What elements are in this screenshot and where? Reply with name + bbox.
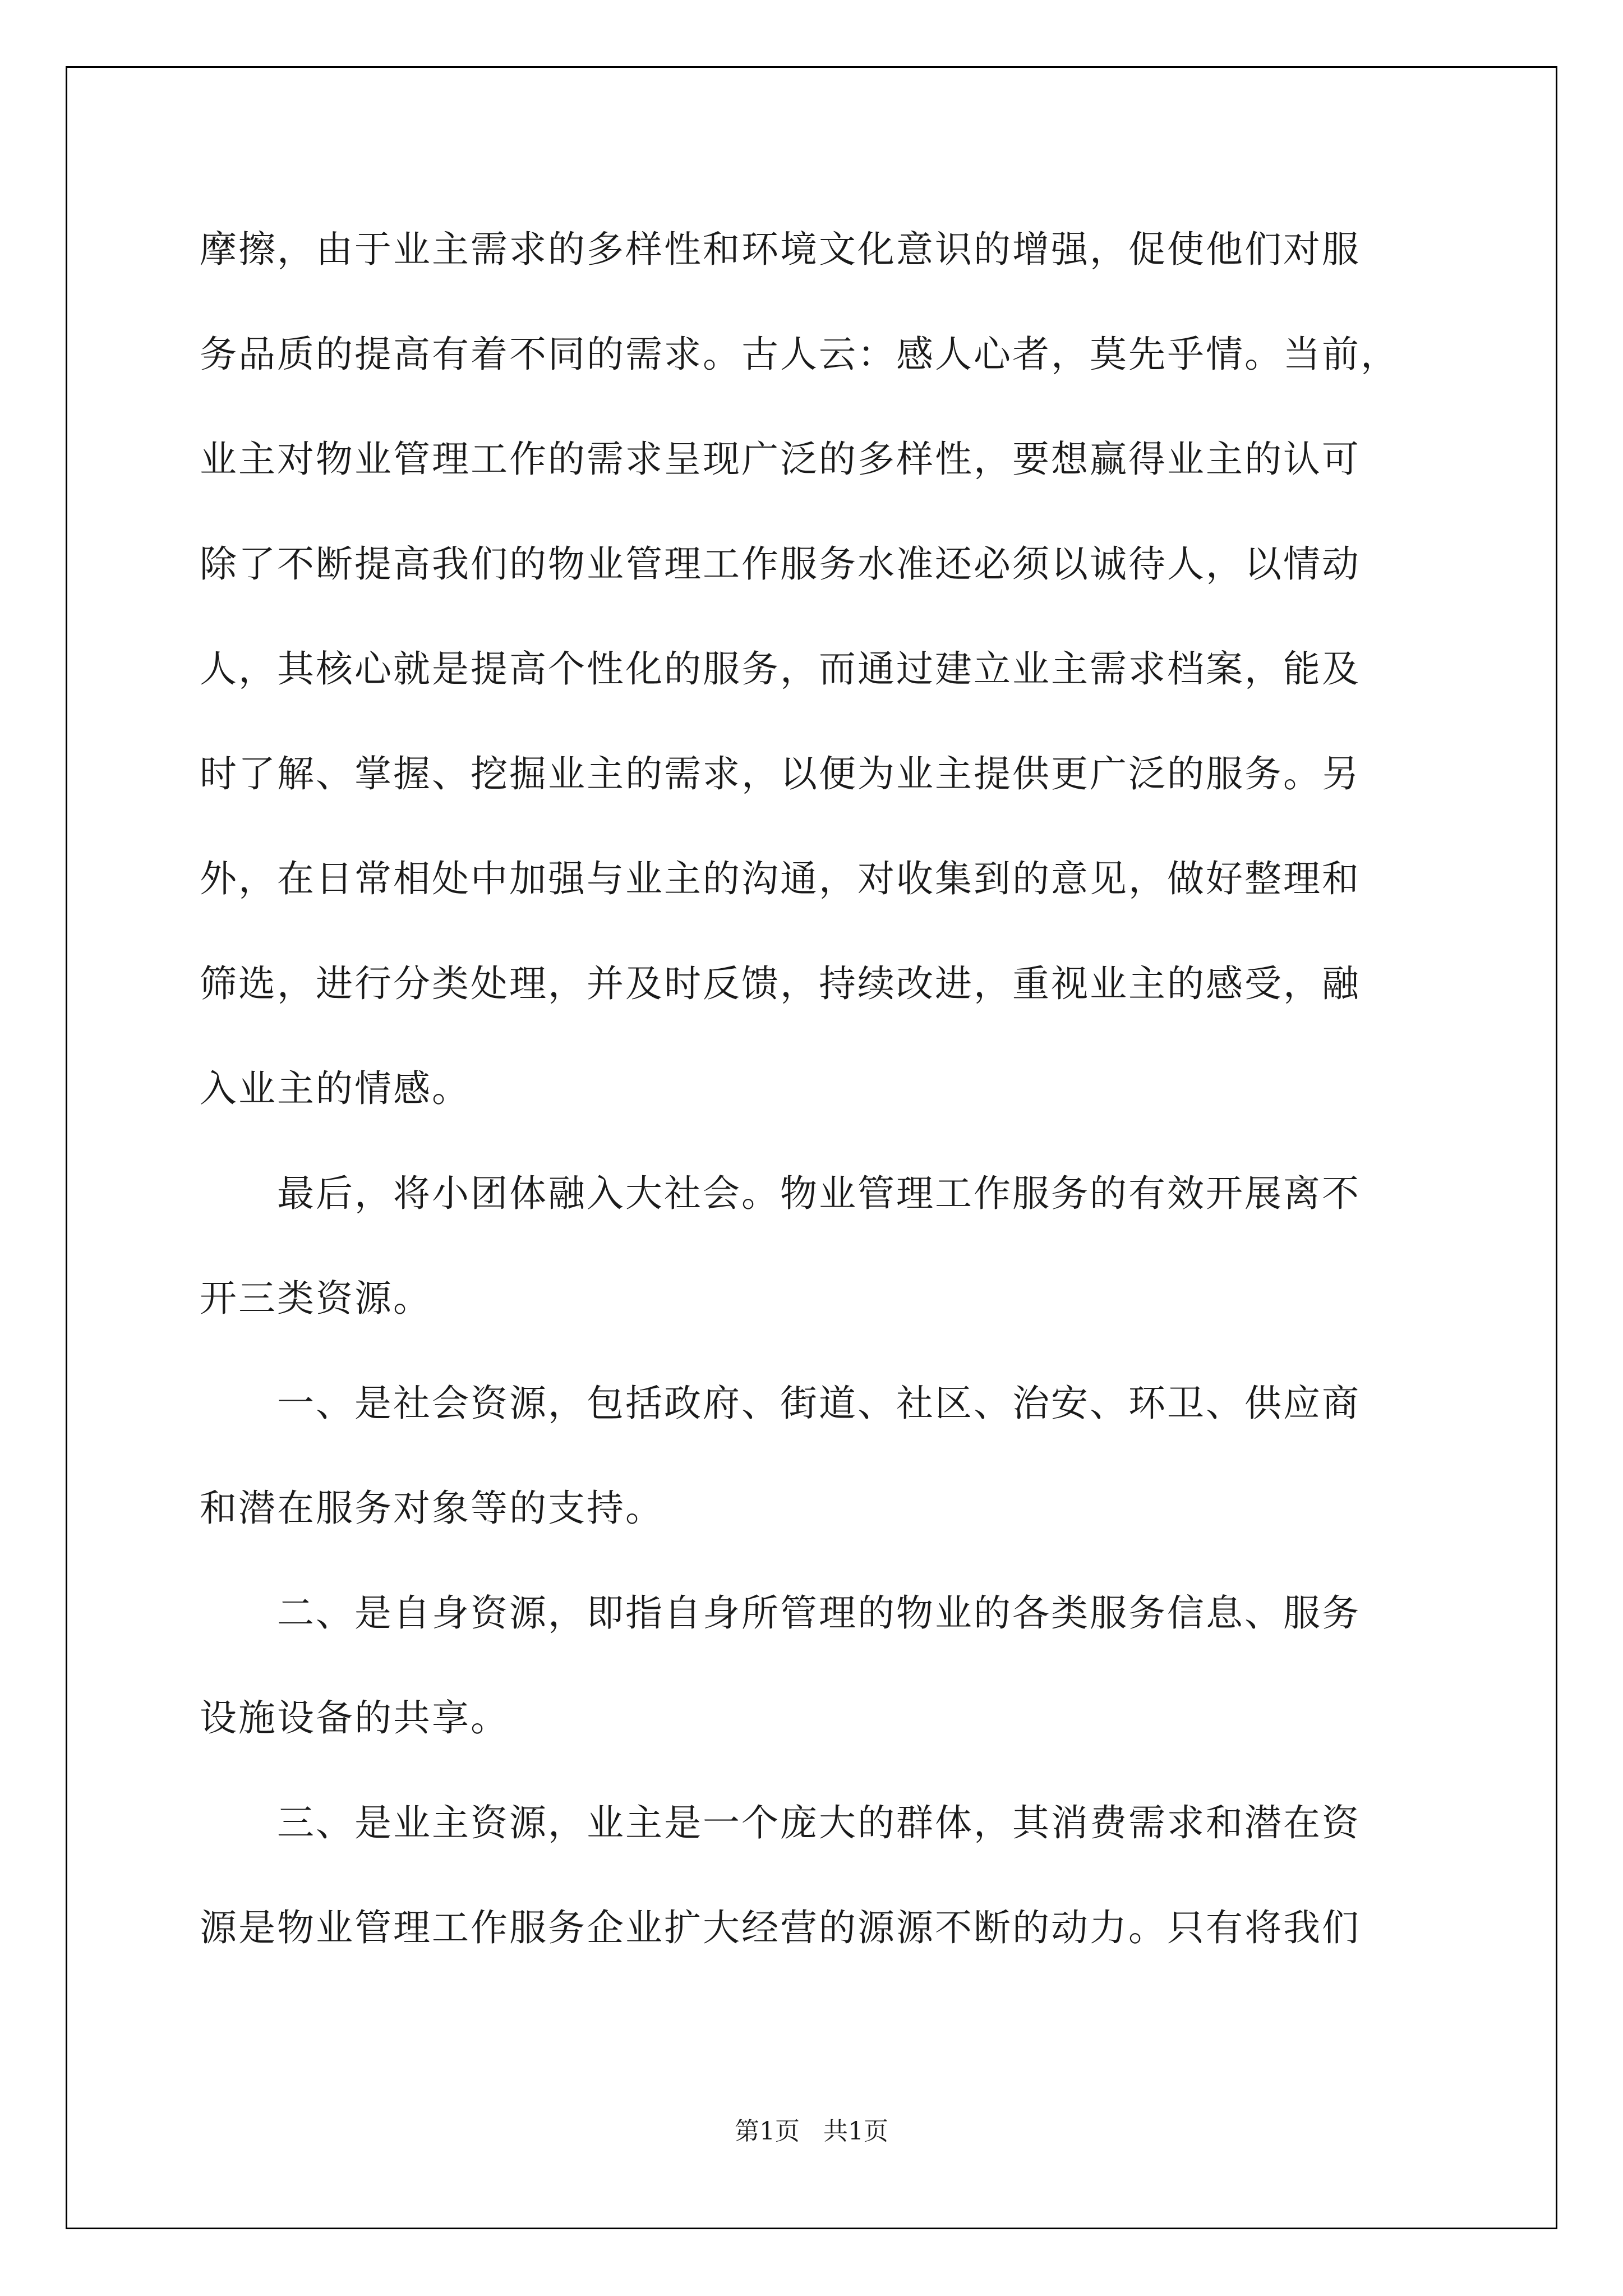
paragraph-line: 务品质的提高有着不同的需求。古人云：感人心者，莫先乎情。当前，: [200, 333, 1399, 376]
paragraph-line: 设施设备的共享。: [200, 1696, 509, 1740]
paragraph-line: 筛选，进行分类处理，并及时反馈，持续改进，重视业主的感受，融: [200, 962, 1361, 1005]
paragraph-line: 源是物业管理工作服务企业扩大经营的源源不断的动力。只有将我们: [200, 1906, 1361, 1949]
paragraph-line: 二、是自身资源，即指自身所管理的物业的各类服务信息、服务: [200, 1591, 1361, 1635]
paragraph-line: 人，其核心就是提高个性化的服务，而通过建立业主需求档案，能及: [200, 647, 1361, 691]
paragraph-line: 一、是社会资源，包括政府、街道、社区、治安、环卫、供应商: [200, 1382, 1361, 1425]
paragraph-line: 业主对物业管理工作的需求呈现广泛的多样性，要想赢得业主的认可: [200, 438, 1361, 481]
paragraph-line: 开三类资源。: [200, 1277, 432, 1320]
paragraph-line: 摩擦，由于业主需求的多样性和环境文化意识的增强，促使他们对服: [200, 228, 1361, 271]
paragraph-line: 和潜在服务对象等的支持。: [200, 1487, 664, 1530]
page-footer: 第1页 共1页: [735, 2117, 888, 2146]
paragraph-line: 除了不断提高我们的物业管理工作服务水准还必须以诚待人，以情动: [200, 542, 1361, 586]
paragraph-line: 最后，将小团体融入大社会。物业管理工作服务的有效开展离不: [200, 1172, 1361, 1215]
paragraph-line: 时了解、掌握、挖掘业主的需求，以便为业主提供更广泛的服务。另: [200, 752, 1361, 795]
paragraph-line: 入业主的情感。: [200, 1067, 471, 1110]
paragraph-line: 外，在日常相处中加强与业主的沟通，对收集到的意见，做好整理和: [200, 857, 1361, 900]
paragraph-line: 三、是业主资源，业主是一个庞大的群体，其消费需求和潜在资: [200, 1801, 1361, 1844]
